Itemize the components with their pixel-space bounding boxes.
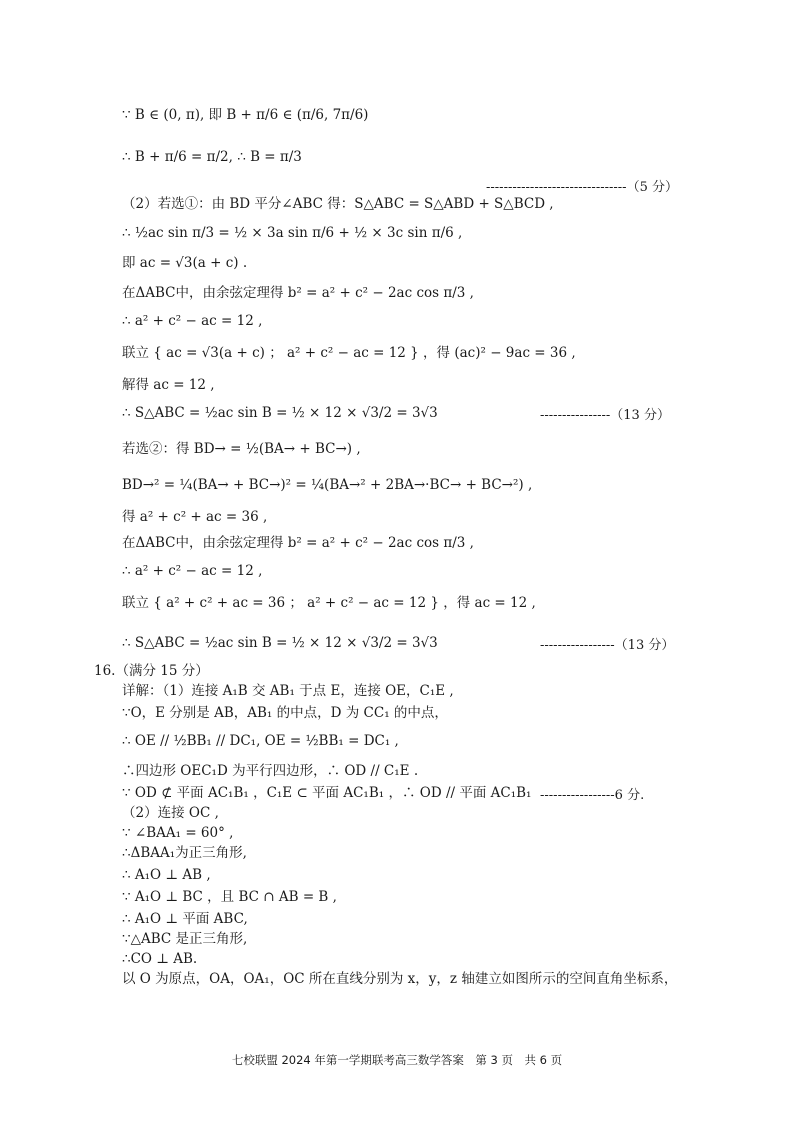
text-line: BD→² = ¼(BA→ + BC→)² = ¼(BA→² + 2BA→·BC→ + BC→²) , (122, 477, 533, 493)
text-line: ∴ ½ac sin π/3 = ½ × 3a sin π/6 + ½ × 3c sin π/6 , (122, 225, 463, 241)
text-line: 解得 ac = 12 , (122, 377, 215, 393)
text-line: 详解：（1）连接 A₁B 交 AB₁ 于点 E，连接 OE，C₁E , (122, 683, 454, 699)
question-heading: 16.（满分 15 分） (94, 663, 209, 679)
text-line: 得 a² + c² + ac = 36 , (122, 509, 268, 525)
text-line: 在ΔABC中，由余弦定理得 b² = a² + c² − 2ac cos π/3 , (122, 285, 474, 301)
score-mark: ----------------（13 分） (540, 408, 670, 423)
text-line: ∴ a² + c² − ac = 12 , (122, 313, 263, 329)
text-line: （2）若选①：由 BD 平分∠ABC 得：S△ABC = S△ABD + S△BCD , (122, 196, 554, 212)
text-line: ∴ a² + c² − ac = 12 , (122, 563, 263, 579)
text-line: ∴四边形 OEC₁D 为平行四边形，∴ OD // C₁E . (122, 763, 419, 779)
text-line: ∴ S△ABC = ½ac sin B = ½ × 12 × √3/2 = 3√3 (122, 635, 438, 651)
text-line: 在ΔABC中，由余弦定理得 b² = a² + c² − 2ac cos π/3 , (122, 535, 474, 551)
text-line: ∵ ∠BAA₁ = 60° , (122, 825, 234, 841)
score-mark: -----------------6 分. (540, 788, 645, 803)
text-line: ∵ A₁O ⊥ BC ，且 BC ∩ AB = B , (122, 889, 337, 905)
text-line: ∴ B + π/6 = π/2, ∴ B = π/3 (122, 149, 302, 165)
text-line: 若选②：得 BD→ = ½(BA→ + BC→) , (122, 441, 361, 457)
score-mark: --------------------------------（5 分） (486, 180, 678, 195)
score-mark: -----------------（13 分） (540, 638, 675, 653)
text-line: ∴ A₁O ⊥ AB , (122, 867, 211, 883)
text-line: ∵△ABC 是正三角形, (122, 931, 248, 947)
text-line: ∴CO ⊥ AB. (122, 951, 198, 967)
text-line: 联立 { ac = √3(a + c) ； a² + c² − ac = 12 } ，得 (ac)² − 9ac = 36 , (122, 345, 576, 361)
text-line: ∴ OE // ½BB₁ // DC₁, OE = ½BB₁ = DC₁ , (122, 733, 399, 749)
text-line: ∵ B ∈ (0, π), 即 B + π/6 ∈ (π/6, 7π/6) (122, 107, 369, 123)
text-line: 联立 { a² + c² + ac = 36 ； a² + c² − ac = 12 } ，得 ac = 12 , (122, 595, 536, 611)
text-line: ∴ S△ABC = ½ac sin B = ½ × 12 × √3/2 = 3√3 (122, 405, 438, 421)
text-line: （2）连接 OC , (122, 805, 219, 821)
text-line: 以 O 为原点，OA，OA₁，OC 所在直线分别为 x，y，z 轴建立如图所示的空间直角坐标系， (122, 971, 678, 987)
text-line: ∵O，E 分别是 AB，AB₁ 的中点，D 为 CC₁ 的中点， (122, 705, 448, 721)
page-footer: 七校联盟 2024 年第一学期联考高三数学答案 第 3 页 共 6 页 (231, 1053, 563, 1067)
text-line: ∴ A₁O ⊥ 平面 ABC, (122, 911, 248, 927)
text-line: ∵ OD ⊄ 平面 AC₁B₁ ，C₁E ⊂ 平面 AC₁B₁ ，∴ OD // 平面 AC₁B₁ (122, 785, 532, 801)
text-line: 即 ac = √3(a + c) . (122, 255, 248, 271)
text-line: ∴ΔBAA₁为正三角形, (122, 845, 247, 861)
